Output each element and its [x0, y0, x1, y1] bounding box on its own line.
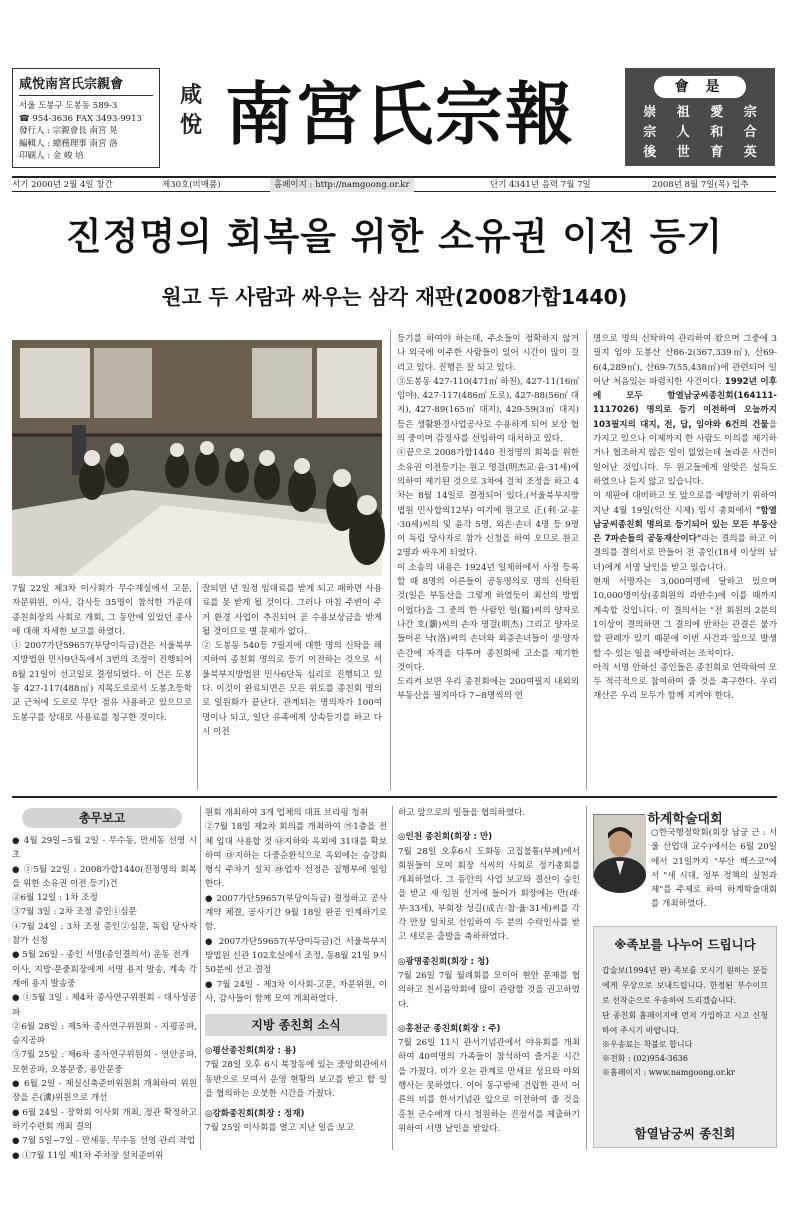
founded-date: 서기 2000년 2월 4일 창간 [12, 180, 113, 190]
general-report-column-1 [12, 834, 197, 1161]
meeting-photo [12, 340, 382, 576]
article-text: 7월 22일 제3차 이사회가 무수재실에서 고문, 자문위원, 이사, 감사등 35명이 참석한 가운데 종친회장의 사회로 개회, 그 동안에 있었던 종사에 대해 자세한 보고를 하였다. ① 2007가단59657(부당이득금)건은 서울북부지방법원 민사9단독에서 3번의 조정이 진행되어 8월 21일이 선고일로 결정되었다. 이 건은 도봉동 427-117(488㎡) 지목도로로서 도봉초등학교 근처에 도로로 무단 점유 사용하고 있으므로 도봉구를 상대로 사용료를 청구한 것이다. [12, 584, 192, 723]
summer-lecture-body: ○한국행정학회(회장 남궁 근 : 서울 산업대 교수)에서는 6월 20일에서 21일까지 "부산 벡스코"에서 "새 시대, 정부 정책의 실천과제"를 주제로 하여 하계학술대회를 개최하였다. [651, 828, 777, 910]
article-highlight: 1992년 이후에 모두 함열남궁씨종친회(164111-1117026) 명의로 등기 이전하여 오늘까지 103필지의 대지, 전, 답, 임야와 6건의 건물 [593, 376, 778, 430]
pyeongsan-heading: ◎평산종친회(회장 : 용) [205, 1046, 297, 1056]
publisher: 發行人 : 宗親會長 南宮 晃 [19, 126, 118, 136]
notice-phone: ※전화 : (02)954-3636 [602, 1054, 688, 1063]
motto-char: 人 [676, 125, 690, 140]
regional-news-column-1 [205, 1044, 387, 1152]
gwangmyeong-text: 7월 26일 7월 월례회를 모이어 현안 문제를 협의하고 친서음악회에 많이 관람할 것을 권고하였다. [398, 970, 580, 1010]
summer-lecture-text [593, 826, 777, 916]
incheon-heading: ◎인천 종친회(회장 : 만) [398, 832, 493, 843]
column-divider [392, 806, 393, 1150]
article-column-4 [593, 332, 777, 792]
report-text: ● 4월 29일~5월 2일 - 무수동, 만세동 선영 시초 ● ①5월 22일 : 2008가합1440(진정명의 회복을 위한 소유권 이전 등기)건 ②6월 12일 : 1차 조정 ③7월 3일 : 2차 조정 증인①심문 ④7월 24일 : 3차 조정 증인②심문, 독립 당사자 참가 신청 ● 5월 26일 - 종인 서명(종인결의서) 운동 전개 이사, 지방·문중회장에게 서명 용지 발송, 계속 각계에 용지 발송중 ● ①5월 3일 : 제4차 종사연구위원회 - 대사성공파 ②6월 28일 : 제5차 종사연구위원회 - 지평공파, 승지공파 ③7월 25일 : 제6차 종사연구위원회 - 연안공파, 모현공파, 오봉문중, 용안문중 ● 6월 2일 - 제실신축준비위원회 개최하여 위원장을 은(瀵)위원으로 개선 ● 6월 24일 - 장학회 이사회 개최, 정관 확정하고 하기수련회 개최 결의 ● 7월 5일~7일 - 만세동, 무수동 선영 관리 작업 ● ①7월 11일 제1차 주차장 설치준비위 [12, 836, 197, 1161]
lunar-date: 단기 4341년 음력 7월 7일 [490, 180, 591, 190]
issue-number: 제30호(비매품) [162, 180, 221, 190]
motto-grid [633, 104, 767, 162]
summer-lecture-title: 하계학술대회 [647, 812, 723, 827]
notice-signature: 함열남궁씨 종친회 [634, 1126, 736, 1141]
gwangmyeong-heading: ◎광명종친회(회장 : 청) [398, 956, 490, 967]
motto-label: 會 是 [654, 76, 746, 98]
regional-news-column-2 [398, 806, 580, 1152]
motto-char: 祖 [676, 105, 690, 120]
ganghwa-heading: ◎강화종친회(회장 : 정재) [205, 1109, 305, 1120]
main-headline: 진정명의 회복을 위한 소유권 이전 등기 [65, 215, 724, 258]
article-text: 라는 결의를 하고 이 결의를 결의서로 만들어 전 종인(18세 이상의 남녀)에게 서명 날인을 받고 있습니다. 현재 서명자는 3,000여명에 달하고 있으며 10,000명이상(종회원의 과반수)에 이를 때까지 계속할 것입니다. 이 결의서는 "전 회원의 2분의 1이상이 결의하면 그 결의에 반하는 관결은 불가할 판례가 있기 때문에 이번 사건과 앞으로 발생할 수 있는 일을 예방하려는 조치이다. 아직 서명 안하신 종인들은 종친회로 연락하여 모두 적극적으로 참여하여 줄 것을 촉구한다. 우리 재산은 우리 모두가 함께 지켜야 한다. [593, 534, 778, 702]
column-divider [586, 806, 587, 1150]
motto-char: 宗 [743, 105, 757, 120]
general-report-title: 총무보고 [22, 808, 182, 828]
motto-char: 崇 [643, 105, 657, 120]
article-text: 등기를 하여야 하는데, 주소들이 정확하지 않거나 외국에 이주한 사람들이 있어 시간이 많이 걸리고 있다. 진행은 잘 되고 있다. ③도봉동 427-110(471㎡ 하천), 427-11(16㎡ 임야), 427-117(486㎡ 도로), 427-88(56㎡ 대지), 427-89(165㎡ 대지), 429-59(3㎡ 대지) 등은 생활환경사업공사로 수용하게 되어 보상 협의 중이며 감정사를 선임하여 대처하고 있다. ④끝으로 2008가합1440 진정명의 회복을 위한 소유권 이전등기는 원고 명걸(明杰교·윤·31세)에 의하여 제기된 것으로 3차에 걸쳐 조정을 하고 4차는 8월 14일로 결정되어 있다.(서울북부지방법원 민사합의12부) 여기에 원고로 正(利·교·윤·30세)씨의 및 윤각 5명, 외손·손녀 4명 등 9명이 독립 당사자로 참가 신청을 하여 오므로 원고 2명과 싸우게 되었다. 이 소송의 내용은 1924년 일제하에서 사정 등록할 때 8명의 어른들이 공동명의로 명의 신탁된 것(일은 부동산을 그렇게 하였듯이 최선의 방법이었다)을 그 중의 한 사람인 일(鎰)씨의 양자로 나간 호(灝)씨의 손자 명걸(明杰) 그리고 양자로 들어온 낙(洛)씨의 손녀와 외증손녀들이 생·양자손간에 자격을 다투며 종친회에 고소를 제기한 것이다. 도리켜 보면 우리 종친회에는 200여필지 내외의 부동산을 필지마다 7~8명씩의 연 [397, 334, 579, 702]
printer: 印刷人 : 金 峻 培 [19, 151, 84, 161]
article-highlight: "함열남궁씨종친회 명의로 등기되어 있는 모든 부동산은 7파손들의 공동재산이다" [593, 505, 777, 545]
dateline-bar [12, 176, 776, 192]
column-divider [390, 330, 391, 790]
article-text: 을 가지고 있으나 이제까지 한 사람도 이의를 제기하거나 협조하지 않은 일이 없었는데 놀라운 사건이 일어난 것입니다. 두 원고들에게 알맞은 설득도 하였으나 듣지 않고 있습니다. 이 재판에 대비하고 또 앞으로를 예방하기 위하여 지난 4월 19일(익산 시제) 임시 총회에서 [593, 419, 777, 516]
hongcheon-heading: ◎홍천군 종친회(회장 : 주) [398, 1023, 501, 1034]
ganghwa-text-cont: 하고 앞으로의 일들을 협의하였다. [398, 808, 526, 818]
motto-char: 英 [743, 145, 757, 160]
notice-postage: ※우송료는 착불로 합니다 [602, 1040, 693, 1049]
org-name: 咸悅南宮氏宗親會 [19, 73, 153, 96]
article-column-2 [202, 582, 382, 792]
motto-char: 育 [710, 145, 724, 160]
issue-date: 2008년 8월 7일(목) 입추 [652, 180, 749, 190]
newspaper-title: 南宮氏宗報 [225, 75, 576, 155]
masthead-side-text [180, 80, 202, 140]
regional-news-title: 지방 종친회 소식 [205, 1014, 387, 1036]
article-column-1 [12, 582, 192, 792]
meeting-photo-image [12, 340, 382, 576]
motto-char: 合 [743, 125, 757, 140]
general-report-column-2 [205, 806, 387, 1002]
pyeongsan-text: 7월 28일 오후 6시 북창동에 있는 중앙회관에서 동반으로 모여서 운영 현황의 보고를 받고 할 일을 협의하는 오붓한 시간을 가졌다. [205, 1060, 387, 1099]
motto-box [625, 68, 775, 166]
incheon-text: 7월 28일 오후6시 도화동 고집불통(부페)에서 회원들이 모여 회장 석씨의 사회로 정기총회를 개최하였다. 그 동안의 사업 보고와 결산이 승인을 받고 새 임원 선거에 들어가 회장에는 만(래·부·33세), 부회장 성길(成吉·참·율·31세)씨를 각각 만장 일치로 선임하여 두 분의 수락인사를 받고 새로운 출발을 축하하였다. [398, 846, 580, 943]
article-column-3 [397, 332, 579, 792]
side-char-1: 咸 [180, 82, 203, 108]
motto-char: 後 [643, 145, 657, 160]
column-divider [200, 806, 201, 1150]
report-text: 원회 개최하여 3개 업체의 대표 브리핑 청취 ②7월 18일 제2차 회의를 개최하여 ㉮1층을 전체 임대 사용할 것 ㉯지하와 옥외에 31대를 확보하여 ㉰지하는 다중순환식으로 옥외에는 승강회형식 주차기 설치 ㉱업자 선정은 집행부에 일임한다. ● 2007가단59657(부당이득금) 결정하고 공사계약 체결, 공사기간 9월 18일 완공 인계하기로 함. ● 2007가단59657(부당이득금)건 서울북부지방법원 신관 102호실에서 조정, 동8월 21일 9시 50분에 선고 결정 ● 7월 24일 - 제3차 이사회-고문, 자문위원, 이사, 감사들이 함께 모여 개최하였다. [205, 808, 387, 1004]
side-char-2: 悅 [180, 112, 203, 138]
notice-homepage[interactable]: ※홈페이지 : www.namgoong.or.kr [602, 1068, 735, 1077]
sub-headline: 원고 두 사람과 싸우는 삼각 재판(2008가합1440) [161, 285, 628, 309]
notice-title: ※족보를 나누어 드립니다 [614, 937, 756, 952]
article-text: 잘되면 년 일정 임대료를 받게 되고 패하면 사용료를 못 받게 될 것이다. 그러나 마침 주변이 주거 환경 사업이 추진되어 곧 수용보상금을 받게 될 것이므로 별 문제가 없다. ② 도봉동 540등 7필지에 대한 명의 신탁을 해지하여 종친회 명의로 등기 이전하는 것으로 서울북부지방법원 민사6단독 심리로 진행되고 있다. 이것이 완료되면은 모든 위토를 종친회 명의로 일원화가 끝난다. 관계되는 명의자가 100여명이나 되고, 일단 유족에게 상속등기를 하고 다시 이전 [202, 584, 382, 737]
editor: 編輯人 : 總務理事 南宮 洛 [19, 138, 118, 149]
column-divider [586, 330, 587, 790]
website-link[interactable]: 홈페이지 : http://namgoong.or.kr [270, 178, 414, 192]
motto-char: 世 [676, 145, 690, 160]
motto-char: 愛 [710, 105, 724, 120]
column-divider [197, 582, 198, 790]
motto-char: 宗 [643, 125, 657, 140]
section-rule [12, 796, 777, 798]
address: 서울 도봉구 도봉동 589-3 [19, 101, 118, 111]
publisher-info-box [12, 68, 160, 168]
notice-body: 갑술보(1994년 판) 족보를 모시기 원하는 분들에게 무상으로 보내드립니다. 한정된 부수이므로 선착순으로 우송하여 드리겠습니다. 단 종친회 홈페이지에 먼저 가입하고 시고 신청하여 주시기 바랍니다. [602, 966, 768, 1035]
hongcheon-text: 7월 26일 11시 관서기념관에서 야유회를 개최하여 40여명의 가족들이 참석하여 즐거운 시간을 가졌다. 비가 오는 관계로 만세묘 성묘와 야외행사는 못하였다. 이어 동구밖에 건립한 관서 어른의 비를 한서기념관 앞으로 이전하여 줄 것을 홍천 군수에게 다시 청원하는 진정서를 제출하기 위하여 서명 날인을 받았다. [398, 1038, 580, 1134]
motto-char: 和 [710, 125, 724, 140]
article-text: 명으로 명의 신탁하여 관리하여 왔으며 그중에 3필지 임야 도봉산 산86-2(367,339㎡), 산69-6(4,289㎡), 산69-7(55,438㎡)에 관련되어 일어난 처음있는 파렴치한 사건이다. [593, 334, 777, 387]
genealogy-notice-box [593, 926, 777, 1148]
phone-fax: ☎ 954-3636 FAX 3493-9913 [19, 113, 142, 124]
ganghwa-text: 7월 25일 이사회를 열고 지난 일을 보고 [205, 1123, 355, 1134]
